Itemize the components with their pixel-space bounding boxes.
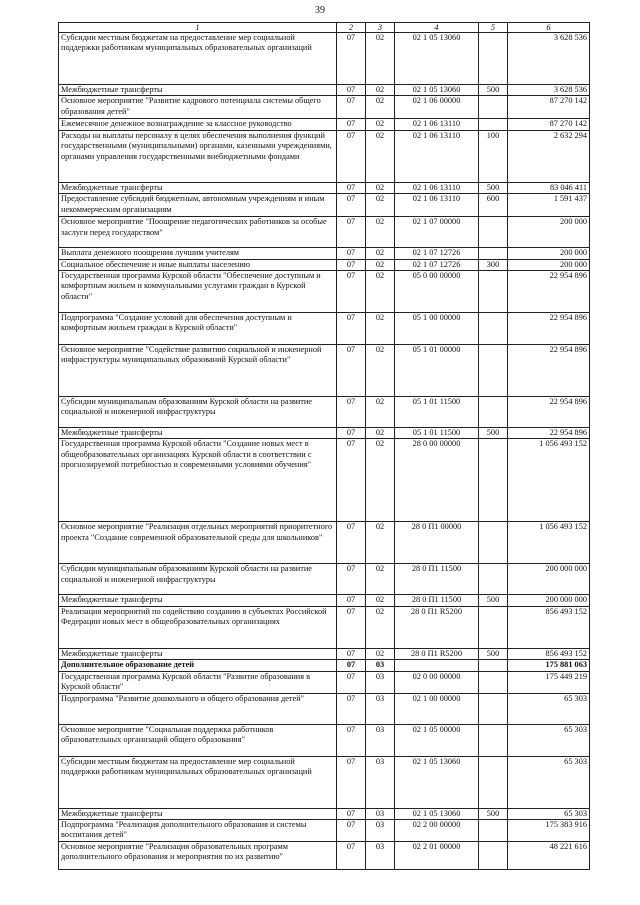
row-amount: 175 449 219 xyxy=(508,671,590,693)
row-subsection: 02 xyxy=(366,130,395,182)
row-amount: 65 303 xyxy=(508,693,590,724)
row-target-article: 02 1 07 12726 xyxy=(395,248,479,259)
column-header: 2 xyxy=(337,23,366,33)
row-amount: 1 591 437 xyxy=(508,194,590,217)
row-name: Межбюджетные трансферты xyxy=(59,85,337,96)
row-expense-type xyxy=(479,820,508,842)
table-row xyxy=(59,345,590,397)
row-subsection: 02 xyxy=(366,96,395,119)
table-row xyxy=(59,756,590,808)
table-row xyxy=(59,671,590,693)
table-row xyxy=(59,182,590,193)
table-row xyxy=(59,217,590,248)
row-subsection: 02 xyxy=(366,648,395,659)
table-row xyxy=(59,96,590,119)
table-row xyxy=(59,33,590,85)
row-name: Основное мероприятие "Развитие кадрового потенциала системы общего образования детей" xyxy=(59,96,337,119)
row-name: Государственная программа Курской области "Обеспечение доступным и комфортным жильем и коммунальными услугами граждан в Курской области" xyxy=(59,271,337,313)
row-amount: 87 270 142 xyxy=(508,119,590,130)
table-row xyxy=(59,428,590,439)
row-target-article: 28 0 00 00000 xyxy=(395,439,479,522)
table-row xyxy=(59,85,590,96)
row-expense-type xyxy=(479,660,508,671)
column-header: 1 xyxy=(59,23,337,33)
row-amount: 22 954 896 xyxy=(508,271,590,313)
table-row xyxy=(59,606,590,648)
row-target-article: 02 1 05 13060 xyxy=(395,756,479,808)
row-amount: 65 303 xyxy=(508,724,590,756)
header-row xyxy=(59,23,590,33)
row-section: 07 xyxy=(337,606,366,648)
column-header: 6 xyxy=(508,23,590,33)
row-target-article: 05 0 00 00000 xyxy=(395,271,479,313)
table-row xyxy=(59,648,590,659)
row-section: 07 xyxy=(337,96,366,119)
row-target-article: 02 1 06 13110 xyxy=(395,130,479,182)
row-target-article: 02 1 05 13060 xyxy=(395,33,479,85)
row-name: Выплата денежного поощрения лучшим учителям xyxy=(59,248,337,259)
row-name: Ежемесячное денежное вознаграждение за классное руководство xyxy=(59,119,337,130)
row-target-article: 05 1 00 00000 xyxy=(395,313,479,345)
row-subsection: 02 xyxy=(366,428,395,439)
row-amount: 175 383 916 xyxy=(508,820,590,842)
table-row xyxy=(59,397,590,428)
row-section: 07 xyxy=(337,564,366,595)
row-amount: 48 221 616 xyxy=(508,842,590,870)
row-section: 07 xyxy=(337,595,366,606)
row-amount: 22 954 896 xyxy=(508,345,590,397)
row-name: Государственная программа Курской области "Создание новых мест в общеобразовательных организациях Курской области в соответствии с прогнозируемой потребностью и современными условиями обучения" xyxy=(59,439,337,522)
row-subsection: 02 xyxy=(366,439,395,522)
row-target-article: 28 0 П1 R5200 xyxy=(395,606,479,648)
row-expense-type xyxy=(479,119,508,130)
row-name: Подпрограмма "Реализация дополнительного образования и системы воспитания детей" xyxy=(59,820,337,842)
row-subsection: 02 xyxy=(366,595,395,606)
row-section: 07 xyxy=(337,397,366,428)
column-header: 4 xyxy=(395,23,479,33)
row-subsection: 02 xyxy=(366,313,395,345)
row-target-article: 02 2 00 00000 xyxy=(395,820,479,842)
row-name: Субсидии местным бюджетам на предоставление мер социальной поддержки работникам муниципальных образовательных организаций xyxy=(59,33,337,85)
row-target-article: 02 1 07 12726 xyxy=(395,259,479,270)
row-target-article: 02 1 06 13110 xyxy=(395,182,479,193)
row-amount: 22 954 896 xyxy=(508,428,590,439)
row-section: 07 xyxy=(337,842,366,870)
row-target-article: 05 1 01 11500 xyxy=(395,397,479,428)
row-name: Субсидии муниципальным образованиям Курской области на развитие социальной и инженерной инфраструктуры xyxy=(59,397,337,428)
row-amount: 3 628 536 xyxy=(508,33,590,85)
row-expense-type xyxy=(479,756,508,808)
row-name: Подпрограмма "Создание условий для обеспечения доступным и комфортным жильем граждан в Курской области" xyxy=(59,313,337,345)
row-target-article: 28 0 П1 R5200 xyxy=(395,648,479,659)
row-subsection: 03 xyxy=(366,808,395,819)
table-row xyxy=(59,271,590,313)
row-amount: 200 000 xyxy=(508,259,590,270)
row-expense-type xyxy=(479,522,508,564)
row-section: 07 xyxy=(337,693,366,724)
table-row xyxy=(59,595,590,606)
row-section: 07 xyxy=(337,313,366,345)
row-section: 07 xyxy=(337,756,366,808)
row-name: Основное мероприятие "Содействие развитию социальной и инженерной инфраструктуры муниципальных образований Курской области" xyxy=(59,345,337,397)
row-name: Дополнительное образование детей xyxy=(59,660,337,671)
row-expense-type xyxy=(479,397,508,428)
row-amount: 856 493 152 xyxy=(508,648,590,659)
row-expense-type: 500 xyxy=(479,595,508,606)
row-section: 07 xyxy=(337,271,366,313)
row-section: 07 xyxy=(337,182,366,193)
row-target-article: 02 1 06 00000 xyxy=(395,96,479,119)
row-name: Основное мероприятие "Поощрение педагогических работников за особые заслуги перед государством" xyxy=(59,217,337,248)
row-target-article: 02 1 00 00000 xyxy=(395,693,479,724)
row-target-article: 02 2 01 00000 xyxy=(395,842,479,870)
row-subsection: 02 xyxy=(366,397,395,428)
row-subsection: 02 xyxy=(366,217,395,248)
row-subsection: 02 xyxy=(366,194,395,217)
row-name: Подпрограмма "Развитие дошкольного и общего образования детей" xyxy=(59,693,337,724)
row-name: Основное мероприятие "Реализация образовательных программ дополнительного образования и мероприятия по их развитию" xyxy=(59,842,337,870)
row-expense-type xyxy=(479,693,508,724)
table-row xyxy=(59,808,590,819)
row-name: Межбюджетные трансферты xyxy=(59,808,337,819)
row-amount: 200 000 xyxy=(508,217,590,248)
row-section: 07 xyxy=(337,808,366,819)
row-section: 07 xyxy=(337,439,366,522)
row-amount: 22 954 896 xyxy=(508,313,590,345)
column-header: 3 xyxy=(366,23,395,33)
row-target-article: 02 1 07 00000 xyxy=(395,217,479,248)
table-row xyxy=(59,130,590,182)
row-subsection: 03 xyxy=(366,660,395,671)
row-amount: 175 881 063 xyxy=(508,660,590,671)
row-target-article: 05 1 01 00000 xyxy=(395,345,479,397)
row-section: 07 xyxy=(337,33,366,85)
table-row xyxy=(59,842,590,870)
row-expense-type: 500 xyxy=(479,85,508,96)
row-expense-type: 600 xyxy=(479,194,508,217)
page-number: 39 xyxy=(315,5,325,16)
budget-table xyxy=(58,22,590,870)
row-name: Расходы на выплаты персоналу в целях обеспечения выполнения функций государственными (муниципальными) органами, казенными учреждениями, органами управления государственными внебюджетными фондами xyxy=(59,130,337,182)
row-section: 07 xyxy=(337,660,366,671)
table-row xyxy=(59,259,590,270)
row-subsection: 03 xyxy=(366,842,395,870)
row-section: 07 xyxy=(337,248,366,259)
row-expense-type xyxy=(479,96,508,119)
table-row xyxy=(59,564,590,595)
row-name: Межбюджетные трансферты xyxy=(59,648,337,659)
row-name: Субсидии местным бюджетам на предоставление мер социальной поддержки работникам муниципальных образовательных организаций xyxy=(59,756,337,808)
row-subsection: 02 xyxy=(366,248,395,259)
row-amount: 65 303 xyxy=(508,756,590,808)
table-row xyxy=(59,522,590,564)
row-target-article: 05 1 01 11500 xyxy=(395,428,479,439)
row-section: 07 xyxy=(337,194,366,217)
row-section: 07 xyxy=(337,648,366,659)
row-name: Межбюджетные трансферты xyxy=(59,182,337,193)
row-expense-type xyxy=(479,724,508,756)
row-amount: 2 632 294 xyxy=(508,130,590,182)
row-name: Реализация мероприятий по содействию созданию в субъектах Российской Федерации новых мест в общеобразовательных организациях xyxy=(59,606,337,648)
row-subsection: 03 xyxy=(366,693,395,724)
row-name: Предоставление субсидий бюджетным, автономным учреждениям и иным некоммерческим организациям xyxy=(59,194,337,217)
row-amount: 87 270 142 xyxy=(508,96,590,119)
row-name: Социальное обеспечение и иные выплаты населению xyxy=(59,259,337,270)
row-expense-type xyxy=(479,313,508,345)
table-row xyxy=(59,724,590,756)
row-target-article: 02 1 06 13110 xyxy=(395,194,479,217)
row-target-article: 02 1 06 13110 xyxy=(395,119,479,130)
row-expense-type xyxy=(479,842,508,870)
row-expense-type: 500 xyxy=(479,428,508,439)
row-amount: 65 303 xyxy=(508,808,590,819)
row-expense-type: 100 xyxy=(479,130,508,182)
row-subsection: 02 xyxy=(366,522,395,564)
row-name: Государственная программа Курской области "Развитие образования в Курской области" xyxy=(59,671,337,693)
table-row xyxy=(59,248,590,259)
row-amount: 83 046 411 xyxy=(508,182,590,193)
table-body xyxy=(59,33,590,870)
row-expense-type: 500 xyxy=(479,808,508,819)
row-target-article: 02 1 05 13060 xyxy=(395,808,479,819)
table-row xyxy=(59,313,590,345)
row-expense-type xyxy=(479,248,508,259)
row-section: 07 xyxy=(337,522,366,564)
row-target-article: 02 0 00 00000 xyxy=(395,671,479,693)
row-target-article: 02 1 05 00000 xyxy=(395,724,479,756)
row-name: Межбюджетные трансферты xyxy=(59,428,337,439)
row-section: 07 xyxy=(337,671,366,693)
row-section: 07 xyxy=(337,345,366,397)
row-subsection: 02 xyxy=(366,345,395,397)
row-section: 07 xyxy=(337,130,366,182)
row-expense-type xyxy=(479,33,508,85)
column-header: 5 xyxy=(479,23,508,33)
row-expense-type: 500 xyxy=(479,182,508,193)
row-subsection: 02 xyxy=(366,85,395,96)
row-amount: 22 954 896 xyxy=(508,397,590,428)
row-name: Межбюджетные трансферты xyxy=(59,595,337,606)
table-row xyxy=(59,820,590,842)
table-row xyxy=(59,660,590,671)
row-expense-type xyxy=(479,271,508,313)
row-expense-type: 500 xyxy=(479,648,508,659)
table-row xyxy=(59,693,590,724)
row-subsection: 02 xyxy=(366,564,395,595)
row-expense-type xyxy=(479,439,508,522)
row-subsection: 02 xyxy=(366,259,395,270)
table-row xyxy=(59,119,590,130)
table-row xyxy=(59,439,590,522)
row-subsection: 03 xyxy=(366,724,395,756)
row-amount: 1 056 493 152 xyxy=(508,522,590,564)
row-name: Основное мероприятие "Социальная поддержка работников образовательных организаций общего образования" xyxy=(59,724,337,756)
row-expense-type: 300 xyxy=(479,259,508,270)
row-subsection: 03 xyxy=(366,671,395,693)
row-section: 07 xyxy=(337,428,366,439)
row-section: 07 xyxy=(337,724,366,756)
row-section: 07 xyxy=(337,217,366,248)
row-section: 07 xyxy=(337,85,366,96)
row-subsection: 02 xyxy=(366,119,395,130)
row-amount: 1 056 493 152 xyxy=(508,439,590,522)
row-expense-type xyxy=(479,564,508,595)
row-amount: 200 000 xyxy=(508,248,590,259)
row-target-article: 28 0 П1 11500 xyxy=(395,595,479,606)
row-amount: 200 000 000 xyxy=(508,564,590,595)
row-target-article: 28 0 П1 00000 xyxy=(395,522,479,564)
row-section: 07 xyxy=(337,119,366,130)
row-expense-type xyxy=(479,671,508,693)
row-amount: 200 000 000 xyxy=(508,595,590,606)
row-section: 07 xyxy=(337,820,366,842)
row-expense-type xyxy=(479,345,508,397)
row-target-article xyxy=(395,660,479,671)
row-subsection: 02 xyxy=(366,606,395,648)
table-row xyxy=(59,194,590,217)
row-target-article: 02 1 05 13060 xyxy=(395,85,479,96)
row-amount: 856 493 152 xyxy=(508,606,590,648)
row-name: Основное мероприятие "Реализация отдельных мероприятий приоритетного проекта "Создание современной образовательной среды для школьников" xyxy=(59,522,337,564)
row-subsection: 03 xyxy=(366,820,395,842)
row-subsection: 02 xyxy=(366,271,395,313)
row-amount: 3 628 536 xyxy=(508,85,590,96)
row-name: Субсидии муниципальным образованиям Курской области на развитие социальной и инженерной инфраструктуры xyxy=(59,564,337,595)
row-subsection: 02 xyxy=(366,33,395,85)
row-subsection: 03 xyxy=(366,756,395,808)
row-expense-type xyxy=(479,606,508,648)
row-subsection: 02 xyxy=(366,182,395,193)
row-expense-type xyxy=(479,217,508,248)
row-section: 07 xyxy=(337,259,366,270)
row-target-article: 28 0 П1 11500 xyxy=(395,564,479,595)
